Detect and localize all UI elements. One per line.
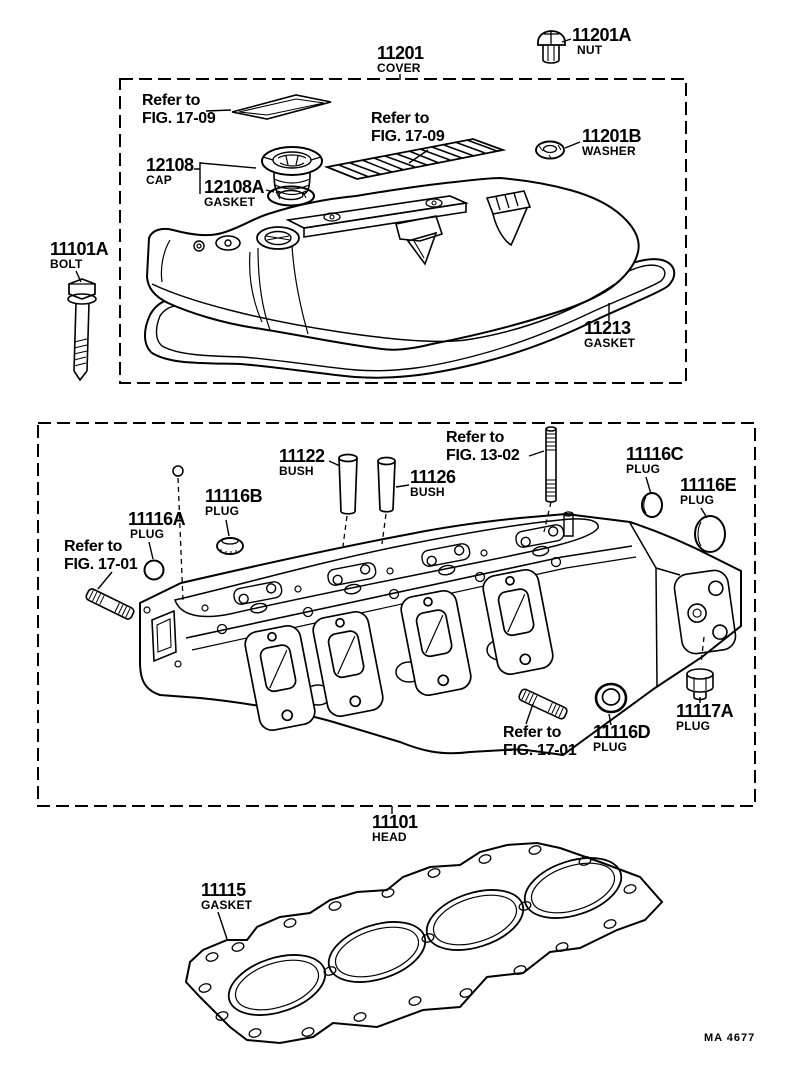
bolt-drawing: [68, 279, 96, 380]
part-label-11116a-plug: 11116A PLUG: [128, 509, 186, 541]
plug-11116e-drawing: [695, 516, 725, 552]
figure-code: MA 4677: [704, 1032, 756, 1044]
washer-drawing: [536, 142, 564, 159]
part-label-11115-gasket: 11115 GASKET: [201, 880, 253, 912]
plug-11116b-drawing: [217, 538, 243, 555]
stud-fig-13-02-drawing: [546, 427, 556, 502]
nut-drawing: [538, 31, 565, 63]
part-label-11101a-bolt: 11101A BOLT: [50, 239, 109, 271]
part-label-11116c-plug: 11116C PLUG: [626, 444, 684, 476]
valve-guide-bush-11126-drawing: [378, 458, 395, 512]
part-label-12108a-gasket: 12108A GASKET: [204, 177, 265, 209]
part-label-11201-cover: 11201 COVER: [377, 43, 424, 75]
part-label-11116d-plug: 11116D PLUG: [593, 722, 651, 754]
part-label-11201b-washer: 11201B WASHER: [582, 126, 642, 158]
refer-plate-drawing: [232, 95, 331, 119]
part-label-11117a-plug: 11117A PLUG: [676, 701, 734, 733]
ref-label-fig-17-09-right: Refer to FIG. 17-09: [371, 110, 445, 145]
valve-guide-bush-11122-drawing: [339, 455, 357, 514]
part-label-11101-head: 11101 HEAD: [372, 812, 418, 844]
ref-label-fig-17-09-left: Refer to FIG. 17-09: [142, 92, 216, 127]
ref-label-fig-17-01-bottom: Refer to FIG. 17-01: [503, 724, 577, 759]
part-label-11213-gasket: 11213 GASKET: [584, 318, 636, 350]
part-label-11122-bush: 11122 BUSH: [279, 446, 325, 478]
part-label-11201a-nut: 11201A NUT: [572, 25, 632, 57]
plug-11117a-drawing: [687, 669, 713, 700]
ref-label-fig-17-01-left: Refer to FIG. 17-01: [64, 538, 138, 573]
plug-11116c-drawing: [642, 493, 662, 517]
head-gasket-drawing: [186, 843, 662, 1043]
stud-fig-17-01-left-drawing: [85, 588, 135, 621]
part-label-12108-cap: 12108 CAP: [146, 155, 194, 187]
alignment-hole-marker: [173, 466, 183, 476]
part-label-11116b-plug: 11116B PLUG: [205, 486, 263, 518]
part-label-11116e-plug: 11116E PLUG: [680, 475, 737, 507]
plug-11116a-drawing: [145, 561, 164, 580]
cylinder-head-drawing: [140, 512, 741, 755]
ref-label-fig-13-02: Refer to FIG. 13-02: [446, 429, 520, 464]
part-label-11126-bush: 11126 BUSH: [410, 467, 456, 499]
